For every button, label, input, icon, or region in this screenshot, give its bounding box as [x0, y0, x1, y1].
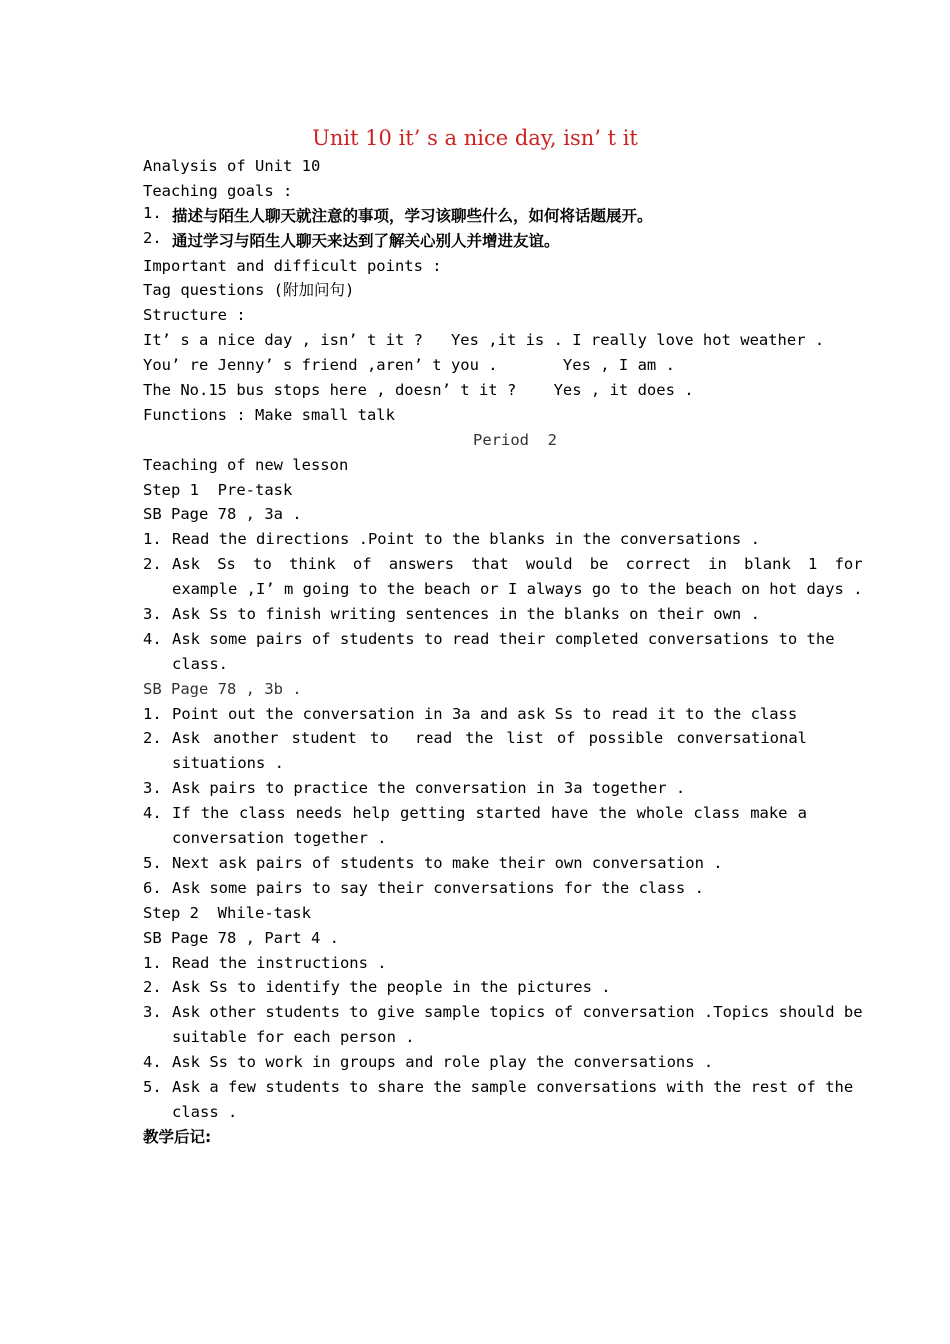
list-item-text: Ask Ss to identify the people in the pictures . — [172, 978, 611, 997]
list-item-text: Ask Ss to work in groups and role play the conversations . — [172, 1053, 714, 1072]
list-item-text: Ask pairs to practice the conversation in 3a together . — [172, 779, 686, 798]
analysis-heading: Analysis of Unit 10 — [143, 157, 321, 175]
goal-number: 1. — [143, 203, 162, 222]
list-item-text: Read the instructions . — [172, 953, 387, 972]
list-item-text: Read the directions .Point to the blanks in the conversations . — [172, 530, 760, 549]
list-item — [143, 702, 807, 727]
teaching-goals-label: Teaching goals : — [143, 181, 293, 200]
goal-text: 通过学习与陌生人聊天来达到了解关心别人并增进友谊。 — [172, 231, 560, 250]
list-item-text: class. — [172, 654, 228, 673]
list-item — [143, 951, 807, 976]
structure-line: You’ re Jenny’ s friend ,aren’ t you . Yes , I am . — [143, 356, 675, 375]
list-item-text: Ask Ss to finish writing sentences in the blanks on their own . — [172, 605, 760, 624]
structure-line: The No.15 bus stops here , doesn’ t it ? Yes , it does . — [143, 381, 694, 400]
list-item-text: conversation together . — [172, 829, 387, 848]
list-item-number: 5. — [143, 1077, 162, 1096]
list-item — [143, 726, 807, 776]
goal-text: 描述与陌生人聊天就注意的事项，学习该聊些什么，如何将话题展开。 — [172, 206, 653, 225]
list-item-text: Ask some pairs of students to read their completed conversations to the — [172, 629, 835, 648]
list-item-number: 4. — [143, 1053, 162, 1072]
list-item-number: 1. — [143, 530, 162, 549]
list-item-number: 4. — [143, 804, 162, 823]
step-2-heading: Step 2 While-task — [143, 903, 311, 922]
step-1-heading: Step 1 Pre-task — [143, 480, 293, 499]
list-item-text: Next ask pairs of students to make their own conversation . — [172, 853, 723, 872]
list-item-number: 2. — [143, 978, 162, 997]
structure-label: Structure : — [143, 306, 246, 325]
list-item — [143, 1075, 854, 1125]
sb-page-3a: SB Page 78 , 3a . — [143, 505, 302, 524]
sb-page-3b: SB Page 78 , 3b . — [143, 679, 302, 698]
list-item-text: Ask another student to read the list of possible conversational — [172, 729, 807, 748]
list-item-number: 2. — [143, 555, 162, 574]
list-item-number: 3. — [143, 605, 162, 624]
list-item-number: 4. — [143, 629, 162, 648]
list-item — [143, 1050, 807, 1075]
list-item — [143, 627, 835, 677]
tag-questions-line: Tag questions (附加问句) — [143, 281, 355, 300]
list-item-text: suitable for each person . — [172, 1028, 415, 1047]
period-heading: Period 2 — [473, 430, 557, 449]
structure-line: It’ s a nice day , isn’ t it ? Yes ,it is . I really love hot weather . — [143, 331, 825, 350]
list-item — [143, 851, 807, 876]
list-item-text: Point out the conversation in 3a and ask Ss to read it to the class — [172, 704, 798, 723]
list-3b — [143, 702, 807, 901]
list-item-text: Ask a few students to share the sample conversations with the rest of the — [172, 1077, 854, 1096]
list-item — [143, 602, 807, 627]
goal-item — [143, 229, 807, 254]
list-item-number: 3. — [143, 779, 162, 798]
list-item — [143, 975, 807, 1000]
afterword-label: 教学后记: — [143, 1127, 212, 1146]
list-3a — [143, 527, 863, 676]
list-item-number: 1. — [143, 704, 162, 723]
list-item-number: 1. — [143, 953, 162, 972]
goal-number: 2. — [143, 228, 162, 247]
goal-item — [143, 204, 807, 229]
teaching-new-lesson: Teaching of new lesson — [143, 455, 349, 474]
list-item-number: 2. — [143, 729, 162, 748]
list-item-text: If the class needs help getting started have the whole class make a — [172, 804, 807, 823]
important-points-label: Important and difficult points : — [143, 256, 442, 275]
functions-line: Functions : Make small talk — [143, 405, 395, 424]
list-item — [143, 1000, 863, 1050]
list-item — [143, 876, 807, 901]
document-title: Unit 10 it’ s a nice day, isn’ t it — [312, 126, 638, 150]
list-item-number: 5. — [143, 853, 162, 872]
list-item-text: Ask some pairs to say their conversations for the class . — [172, 878, 704, 897]
list-item-number: 6. — [143, 878, 162, 897]
list-item-text: situations . — [172, 754, 284, 773]
list-item — [143, 776, 807, 801]
list-item — [143, 552, 863, 602]
list-part4 — [143, 951, 863, 1125]
list-item-text: Ask other students to give sample topics of conversation .Topics should be — [172, 1003, 863, 1022]
list-item-text: example ,I’ m going to the beach or I always go to the beach on hot days . — [172, 580, 863, 599]
document-page — [143, 122, 863, 1150]
list-item-text: class . — [172, 1102, 238, 1121]
list-item — [143, 527, 807, 552]
list-item-number: 3. — [143, 1003, 162, 1022]
sb-page-part4: SB Page 78 , Part 4 . — [143, 928, 339, 947]
list-item — [143, 801, 807, 851]
list-item-text: Ask Ss to think of answers that would be correct in blank 1 for — [172, 555, 863, 574]
